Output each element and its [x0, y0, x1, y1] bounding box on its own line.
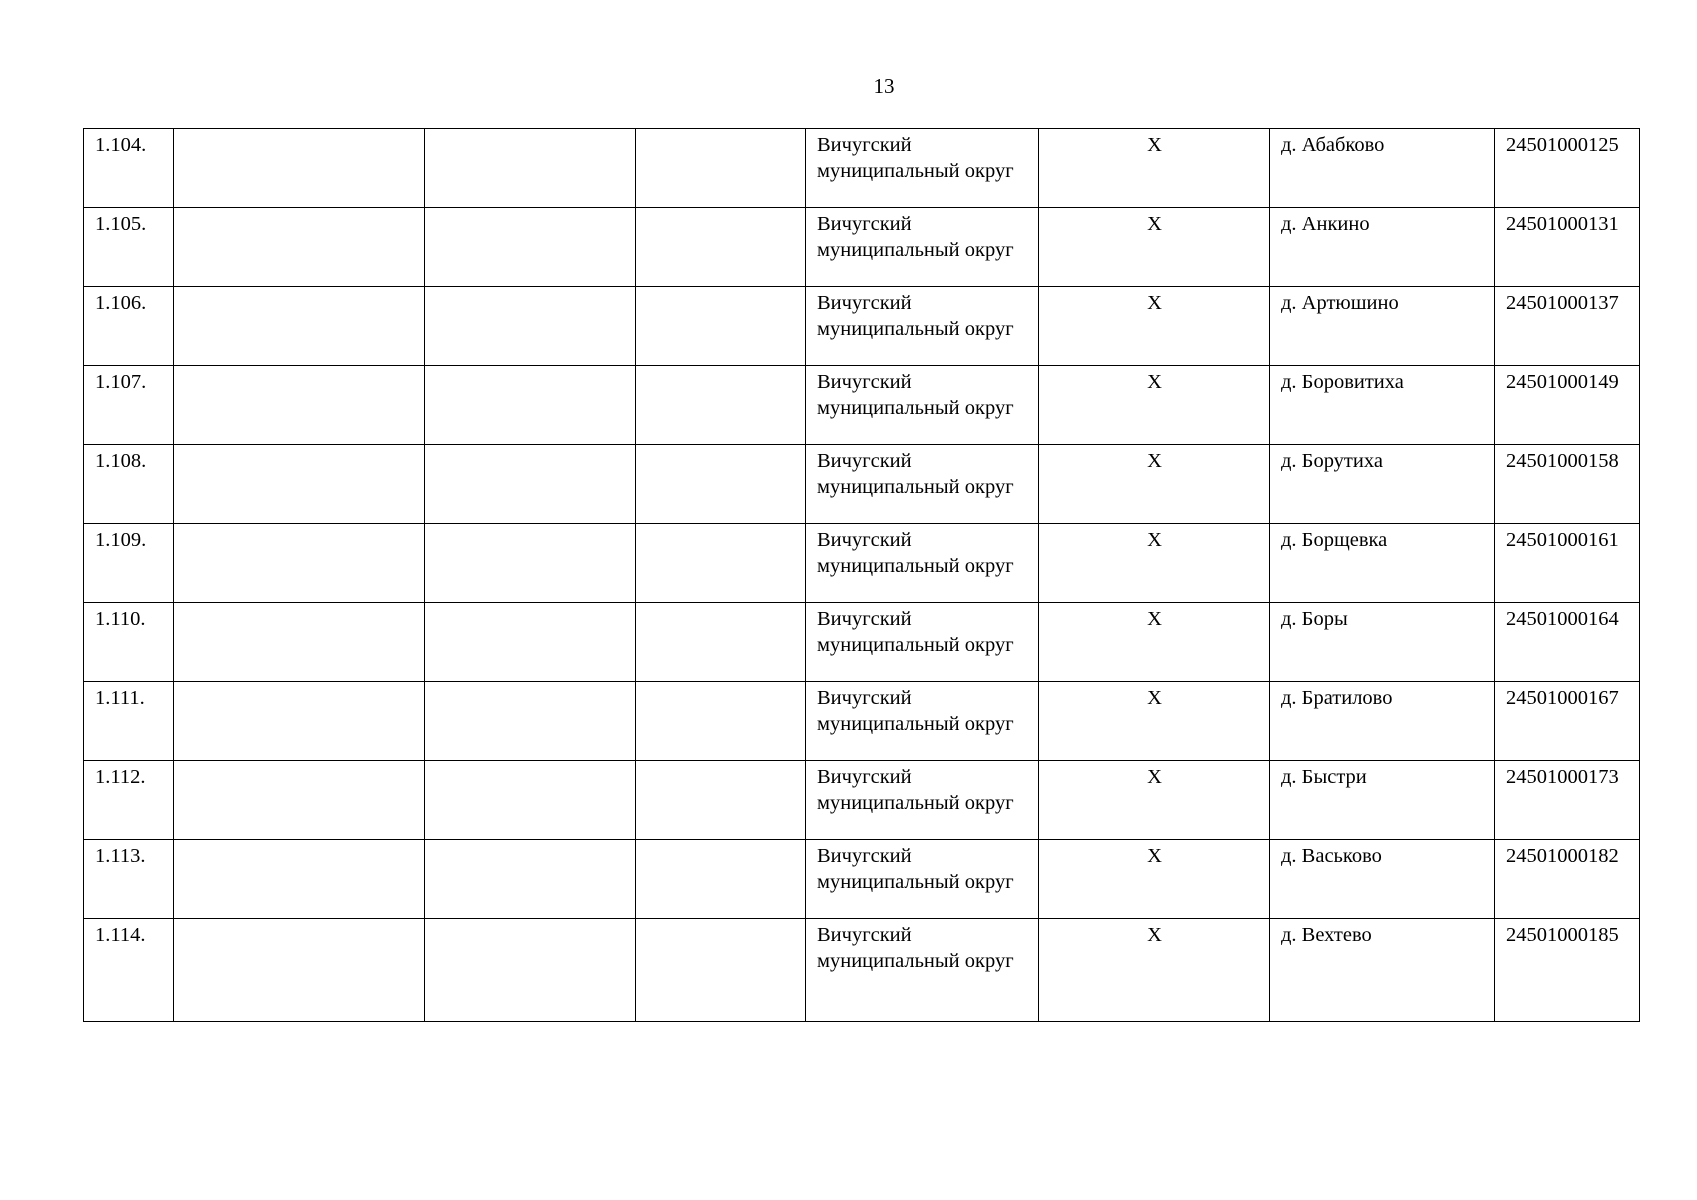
empty-cell [174, 682, 425, 761]
empty-cell [174, 761, 425, 840]
empty-cell [636, 919, 806, 1022]
mark-cell: Х [1039, 287, 1270, 366]
row-number-cell: 1.104. [84, 129, 174, 208]
empty-cell [425, 761, 636, 840]
row-number-cell: 1.111. [84, 682, 174, 761]
settlement-cell: д. Братилово [1270, 682, 1495, 761]
district-cell: Вичугский муниципальный округ [806, 919, 1039, 1022]
registry-table-body [84, 129, 1640, 1022]
empty-cell [636, 603, 806, 682]
empty-cell [174, 603, 425, 682]
settlement-cell: д. Абабково [1270, 129, 1495, 208]
table-row [84, 682, 1640, 761]
empty-cell [174, 129, 425, 208]
settlement-cell: д. Артюшино [1270, 287, 1495, 366]
row-number-cell: 1.108. [84, 445, 174, 524]
code-cell: 24501000158 [1495, 445, 1640, 524]
empty-cell [174, 445, 425, 524]
settlement-cell: д. Боровитиха [1270, 366, 1495, 445]
empty-cell [425, 840, 636, 919]
table-row [84, 445, 1640, 524]
registry-table [83, 128, 1640, 1022]
empty-cell [174, 840, 425, 919]
code-cell: 24501000164 [1495, 603, 1640, 682]
table-row [84, 524, 1640, 603]
empty-cell [636, 208, 806, 287]
settlement-cell: д. Борутиха [1270, 445, 1495, 524]
empty-cell [425, 919, 636, 1022]
table-row [84, 129, 1640, 208]
settlement-cell: д. Быстри [1270, 761, 1495, 840]
empty-cell [636, 524, 806, 603]
mark-cell: Х [1039, 129, 1270, 208]
empty-cell [425, 682, 636, 761]
district-cell: Вичугский муниципальный округ [806, 445, 1039, 524]
table-row [84, 208, 1640, 287]
district-cell: Вичугский муниципальный округ [806, 129, 1039, 208]
code-cell: 24501000161 [1495, 524, 1640, 603]
settlement-cell: д. Боры [1270, 603, 1495, 682]
mark-cell: Х [1039, 603, 1270, 682]
table-row [84, 603, 1640, 682]
settlement-cell: д. Борщевка [1270, 524, 1495, 603]
empty-cell [425, 208, 636, 287]
empty-cell [636, 840, 806, 919]
code-cell: 24501000185 [1495, 919, 1640, 1022]
district-cell: Вичугский муниципальный округ [806, 682, 1039, 761]
code-cell: 24501000137 [1495, 287, 1640, 366]
empty-cell [636, 761, 806, 840]
district-cell: Вичугский муниципальный округ [806, 840, 1039, 919]
empty-cell [425, 603, 636, 682]
empty-cell [425, 445, 636, 524]
empty-cell [636, 445, 806, 524]
district-cell: Вичугский муниципальный округ [806, 603, 1039, 682]
row-number-cell: 1.114. [84, 919, 174, 1022]
code-cell: 24501000131 [1495, 208, 1640, 287]
code-cell: 24501000149 [1495, 366, 1640, 445]
row-number-cell: 1.113. [84, 840, 174, 919]
empty-cell [425, 524, 636, 603]
page-number: 13 [873, 74, 895, 98]
settlement-cell: д. Васьково [1270, 840, 1495, 919]
code-cell: 24501000125 [1495, 129, 1640, 208]
empty-cell [425, 366, 636, 445]
table-row [84, 287, 1640, 366]
table-row [84, 761, 1640, 840]
code-cell: 24501000167 [1495, 682, 1640, 761]
district-cell: Вичугский муниципальный округ [806, 366, 1039, 445]
mark-cell: Х [1039, 919, 1270, 1022]
mark-cell: Х [1039, 524, 1270, 603]
district-cell: Вичугский муниципальный округ [806, 524, 1039, 603]
empty-cell [174, 208, 425, 287]
empty-cell [636, 366, 806, 445]
district-cell: Вичугский муниципальный округ [806, 208, 1039, 287]
empty-cell [425, 287, 636, 366]
table-row [84, 366, 1640, 445]
mark-cell: Х [1039, 208, 1270, 287]
row-number-cell: 1.110. [84, 603, 174, 682]
table-row [84, 840, 1640, 919]
district-cell: Вичугский муниципальный округ [806, 761, 1039, 840]
empty-cell [174, 366, 425, 445]
row-number-cell: 1.109. [84, 524, 174, 603]
row-number-cell: 1.112. [84, 761, 174, 840]
mark-cell: Х [1039, 366, 1270, 445]
empty-cell [636, 287, 806, 366]
mark-cell: Х [1039, 761, 1270, 840]
mark-cell: Х [1039, 445, 1270, 524]
row-number-cell: 1.105. [84, 208, 174, 287]
table-row [84, 919, 1640, 1022]
code-cell: 24501000173 [1495, 761, 1640, 840]
empty-cell [174, 524, 425, 603]
empty-cell [425, 129, 636, 208]
mark-cell: Х [1039, 840, 1270, 919]
settlement-cell: д. Анкино [1270, 208, 1495, 287]
empty-cell [174, 287, 425, 366]
code-cell: 24501000182 [1495, 840, 1640, 919]
mark-cell: Х [1039, 682, 1270, 761]
row-number-cell: 1.107. [84, 366, 174, 445]
settlement-cell: д. Вехтево [1270, 919, 1495, 1022]
empty-cell [636, 682, 806, 761]
empty-cell [174, 919, 425, 1022]
row-number-cell: 1.106. [84, 287, 174, 366]
empty-cell [636, 129, 806, 208]
district-cell: Вичугский муниципальный округ [806, 287, 1039, 366]
